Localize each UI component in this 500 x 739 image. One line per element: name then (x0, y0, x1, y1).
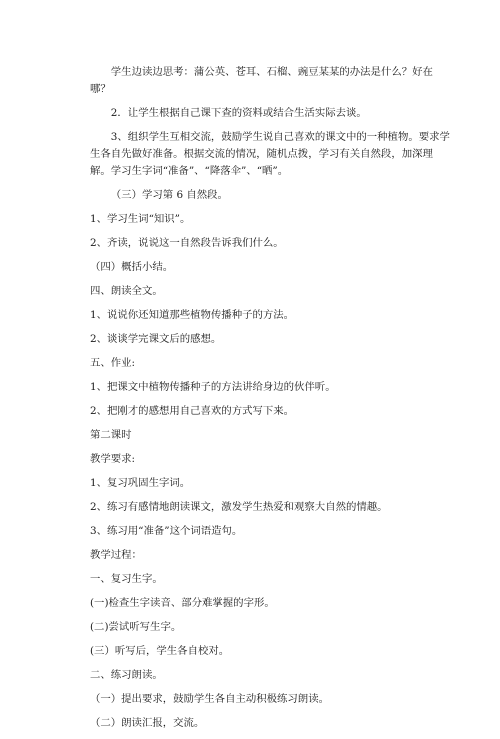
text-line: 2、齐读，说说这一自然段告诉我们什么。 (90, 237, 284, 249)
text-line: 教学要求: (90, 453, 136, 465)
text-line: （一）提出要求，鼓励学生各自主动积极练习朗读。 (90, 693, 329, 705)
text-line: 第二课时 (90, 429, 132, 441)
text-line: 二、练习朗读。 (90, 669, 163, 681)
text-line: 1、把课文中植物传播种子的方法讲给身边的伙伴听。 (90, 381, 336, 393)
document-page (90, 64, 450, 739)
text-line: （三）学习第 6 自然段。 (110, 189, 228, 201)
text-line: 1、复习巩固生字词。 (90, 477, 191, 489)
text-line: 生各自先做好准备。根据交流的情况，随机点拨，学习有关自然段，加深理 (90, 148, 433, 160)
text-line: 2、练习有感情地朗读课文，激发学生热爱和观察大自然的情趣。 (90, 501, 388, 513)
text-line: 1、说说你还知道那些植物传播种子的方法。 (90, 309, 295, 321)
text-line: (一)检查生字读音、部分难掌握的字形。 (90, 597, 275, 609)
text-line: （二）朗读汇报，交流。 (90, 717, 205, 729)
text-line: 哪？ (90, 83, 111, 95)
text-line: 1、学习生词“知识”。 (90, 213, 191, 225)
text-line: 3、练习用“准备”这个词语造句。 (90, 525, 243, 537)
text-line: 学生边读边思考：蒲公英、苍耳、石榴、豌豆某某的办法是什么？好在 (110, 66, 433, 78)
text-line: 解。学习生字词“准备”、“降落伞”、“晒”。 (90, 165, 289, 177)
text-line: (三）听写后，学生各自校对。 (90, 645, 230, 657)
text-line: 3、组织学生互相交流，鼓励学生说自己喜欢的课文中的一种植物。要求学 (110, 131, 450, 143)
text-line: 2、把刚才的感想用自己喜欢的方式写下来。 (90, 405, 295, 417)
text-line: 2．让学生根据自己课下查的资料或结合生活实际去谈。 (110, 107, 367, 119)
text-line: 教学过程： (90, 549, 142, 561)
text-line: （四）概括小结。 (90, 261, 174, 273)
text-line: 四、朗读全文。 (90, 285, 163, 297)
text-line: (二)尝试听写生字。 (90, 621, 182, 633)
text-line: 一、复习生字。 (90, 573, 163, 585)
text-line: 2、谈谈学完课文后的感想。 (90, 333, 222, 345)
text-line: 五、作业: (90, 357, 136, 369)
